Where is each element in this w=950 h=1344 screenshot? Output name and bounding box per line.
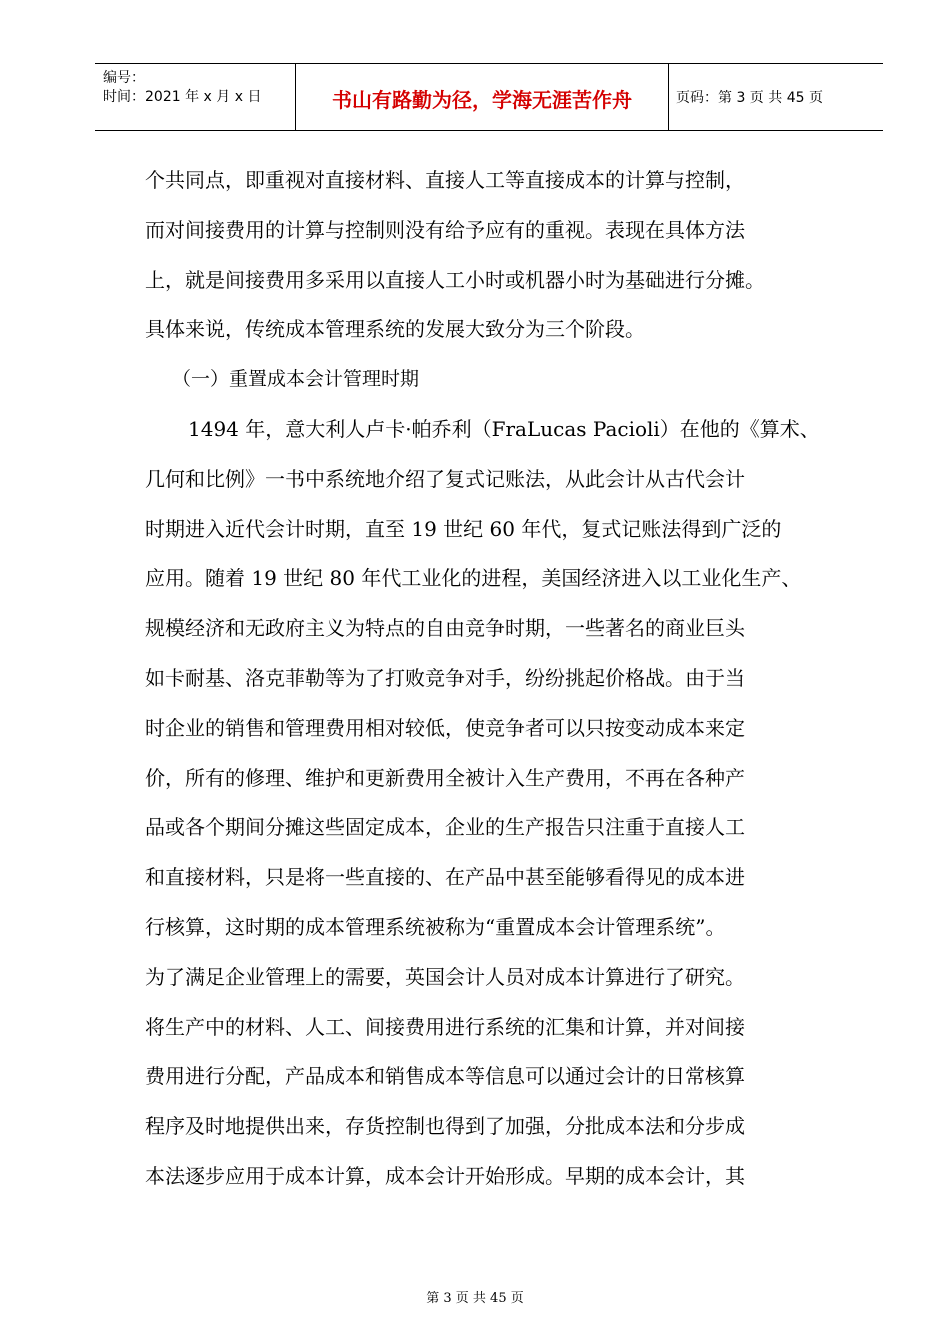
body-line: 程序及时地提供出来，存货控制也得到了加强，分批成本法和分步成 (145, 1114, 745, 1139)
body-line: 几何和比例》一书中系统地介绍了复式记账法，从此会计从古代会计 (145, 466, 745, 491)
date-label: 时间：2021 年 x 月 x 日 (103, 89, 262, 105)
body-line: 为了满足企业管理上的需要，英国会计人员对成本计算进行了研究。 (145, 964, 745, 989)
header-motto-cell (295, 64, 669, 130)
page-footer: 第 3 页 共 45 页 (426, 1291, 524, 1306)
body-line: 行核算，这时期的成本管理系统被称为“重置成本会计管理系统”。 (145, 914, 726, 939)
body-line: 和直接材料，只是将一些直接的、在产品中甚至能够看得见的成本进 (145, 865, 745, 890)
body-line: 1494 年，意大利人卢卡·帕乔利（FraLucas Pacioli）在他的《算术、 (188, 416, 820, 441)
body-line: 上，就是间接费用多采用以直接人工小时或机器小时为基础进行分摊。 (145, 267, 765, 292)
body-line: 时企业的销售和管理费用相对较低，使竞争者可以只按变动成本来定 (145, 715, 745, 740)
page-header (95, 63, 883, 131)
header-motto: 书山有路勤为径，学海无涯苦作舟 (332, 88, 632, 112)
body-line: 规模经济和无政府主义为特点的自由竞争时期，一些著名的商业巨头 (145, 616, 745, 641)
body-line: 费用进行分配，产品成本和销售成本等信息可以通过会计的日常核算 (145, 1064, 745, 1089)
serial-number-label: 编号： (103, 70, 145, 86)
body-line: 个共同点，即重视对直接材料、直接人工等直接成本的计算与控制， (145, 168, 745, 192)
body-line: 如卡耐基、洛克菲勒等为了打败竞争对手，纷纷挑起价格战。由于当 (145, 665, 745, 690)
body-line: 应用。随着 19 世纪 80 年代工业化的进程，美国经济进入以工业化生产、 (145, 566, 802, 591)
body-line: 价，所有的修理、维护和更新费用全被计入生产费用，不再在各种产 (145, 765, 745, 790)
body-line: 而对间接费用的计算与控制则没有给予应有的重视。表现在具体方法 (145, 217, 745, 242)
header-page-info: 页码：第 3 页 共 45 页 (676, 90, 823, 106)
header-meta-cell (95, 64, 295, 130)
body-line: 本法逐步应用于成本计算，成本会计开始形成。早期的成本会计，其 (145, 1163, 745, 1188)
body-line: 时期进入近代会计时期，直至 19 世纪 60 年代，复式记账法得到广泛的 (145, 516, 782, 541)
header-page-cell (668, 64, 883, 130)
section-heading: （一）重置成本会计管理时期 (172, 368, 420, 391)
document-body (145, 156, 845, 1202)
body-line: 将生产中的材料、人工、间接费用进行系统的汇集和计算，并对间接 (145, 1014, 745, 1039)
body-line: 具体来说，传统成本管理系统的发展大致分为三个阶段。 (145, 317, 645, 342)
body-line: 品或各个期间分摊这些固定成本，企业的生产报告只注重于直接人工 (145, 815, 745, 840)
